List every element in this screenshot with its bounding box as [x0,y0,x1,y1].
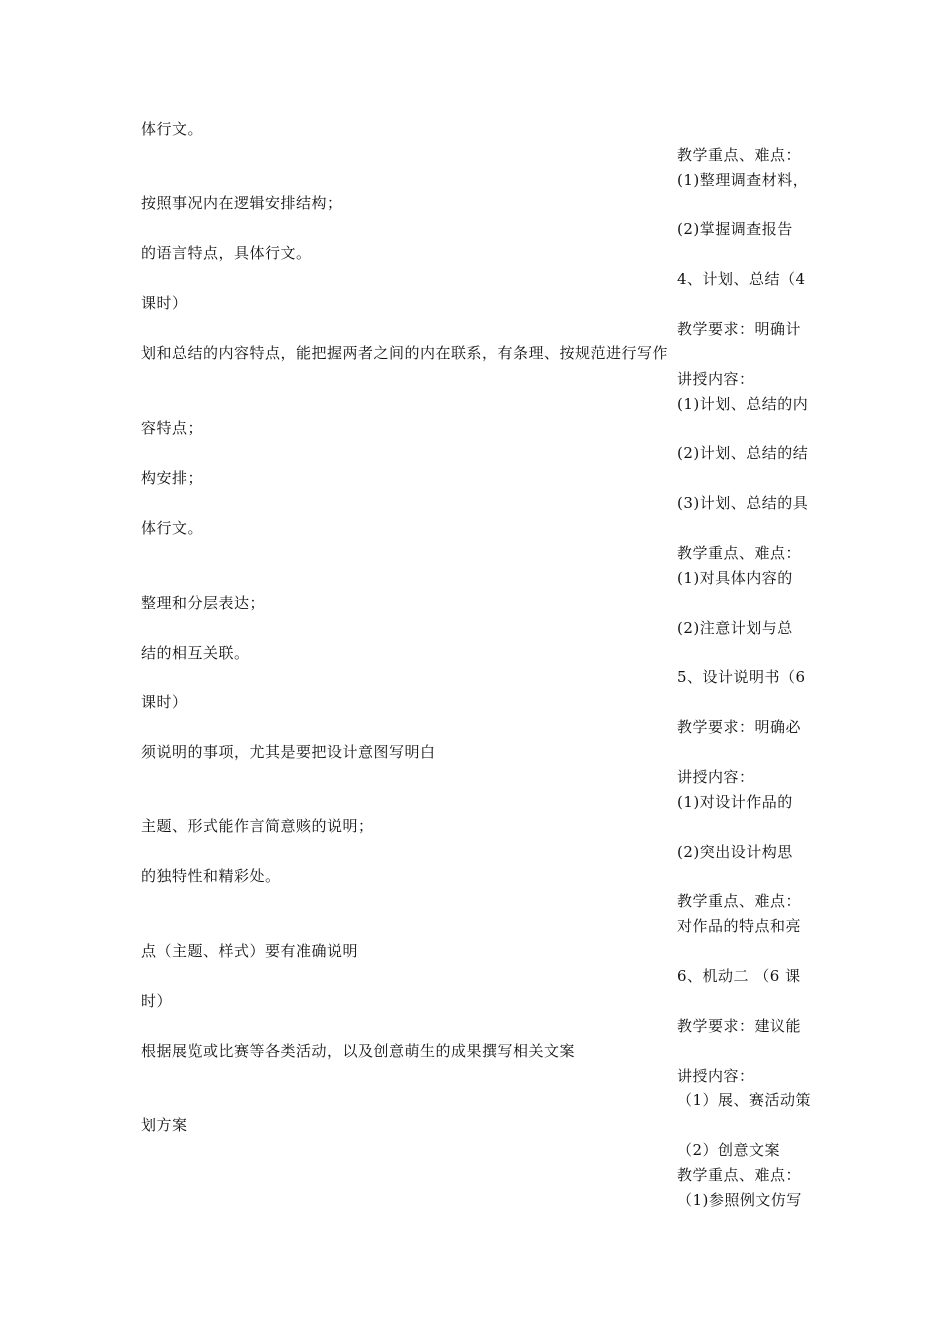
right-line: (2)注意计划与总 [677,619,793,637]
right-line: (1)整理调查材料， [677,171,809,189]
left-line: 容特点； [141,419,204,437]
right-line: (2)掌握调查报告 [677,220,793,238]
left-line: 课时） [141,294,188,312]
right-line: (2)计划、总结的结 [677,444,809,462]
left-line: 划和总结的内容特点，能把握两者之间的内在联系，有条理、按规范进行写作 [141,344,669,362]
right-line: (3)计划、总结的具 [677,494,809,512]
right-line: 教学重点、难点： [677,1166,802,1184]
right-line: 4、计划、总结（4 [677,270,806,288]
right-line: 教学重点、难点： [677,146,802,164]
left-line: 整理和分层表达； [141,594,266,612]
right-line: 讲授内容： [677,768,755,786]
left-line: 按照事况内在逻辑安排结构； [141,194,343,212]
left-line: 划方案 [141,1116,188,1134]
right-line: 教学要求：明确必 [677,718,802,736]
left-line: 主题、形式能作言简意赅的说明； [141,817,374,835]
right-line: 6、机动二 （6 课 [677,967,801,985]
left-line: 体行文。 [141,120,204,138]
left-line: 的独特性和精彩处。 [141,867,281,885]
right-line: 讲授内容： [677,1067,755,1085]
left-line: 的语言特点，具体行文。 [141,244,312,262]
right-line: (1)计划、总结的内 [677,395,809,413]
right-line: 讲授内容： [677,370,755,388]
left-line: 点（主题、样式）要有准确说明 [141,942,359,960]
left-line: 体行文。 [141,519,204,537]
right-line: (1)对设计作品的 [677,793,793,811]
left-line: 时） [141,992,173,1010]
left-line: 构安排； [141,469,204,487]
left-line: 课时） [141,693,188,711]
right-line: 教学重点、难点： [677,892,802,910]
right-line: （1)参照例文仿写 [677,1191,802,1209]
right-line: 对作品的特点和亮 [677,917,802,935]
right-line: （1）展、赛活动策 [677,1091,812,1109]
left-line: 结的相互关联。 [141,644,250,662]
right-line: 教学要求：明确计 [677,320,802,338]
right-line: (2)突出设计构思 [677,843,793,861]
right-line: （2）创意文案 [677,1141,781,1159]
right-line: 教学要求：建议能 [677,1017,802,1035]
left-line: 根据展览或比赛等各类活动，以及创意萌生的成果撰写相关文案 [141,1042,576,1060]
right-line: 5、设计说明书（6 [677,668,806,686]
right-line: (1)对具体内容的 [677,569,793,587]
right-line: 教学重点、难点： [677,544,802,562]
left-line: 须说明的事项，尤其是要把设计意图写明白 [141,743,436,761]
